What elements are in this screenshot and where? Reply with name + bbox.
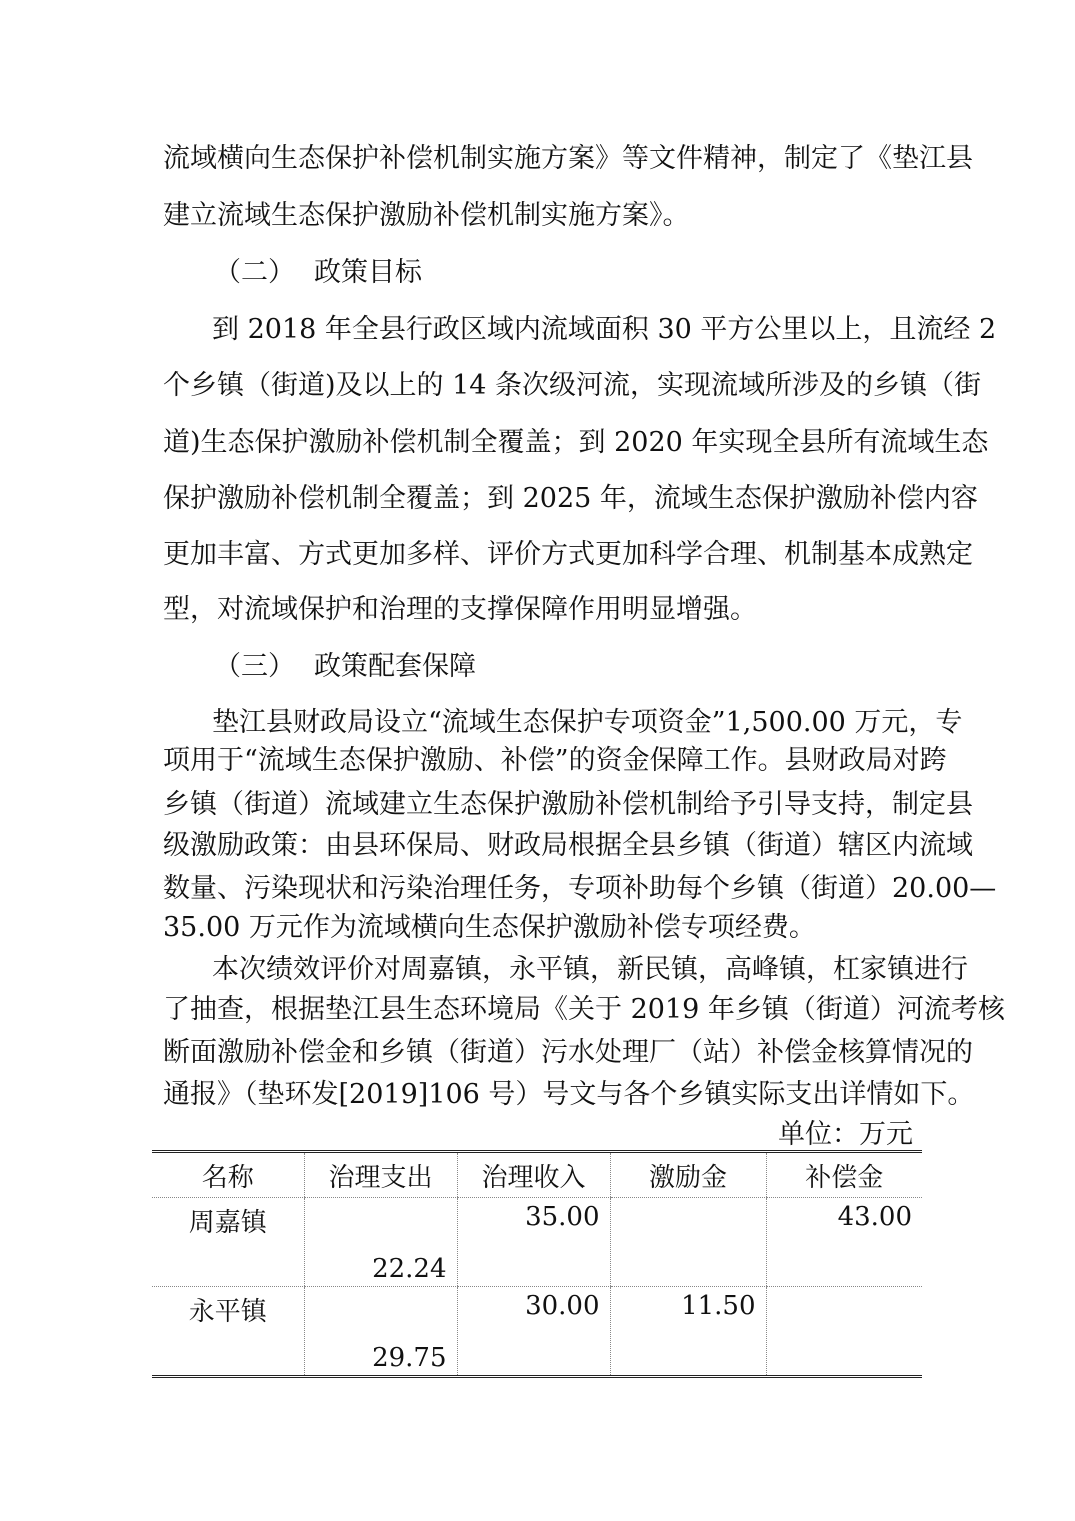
paragraph-line: 了抽查，根据垫江县生态环境局《关于 2019 年乡镇（街道）河流考核 — [163, 994, 1005, 1025]
paragraph-line: 更加丰富、方式更加多样、评价方式更加科学合理、机制基本成熟定 — [163, 539, 973, 570]
column-header: 名称 — [152, 1152, 304, 1198]
income-cell: 35.00 — [457, 1198, 610, 1287]
column-header: 治理支出 — [304, 1152, 457, 1198]
table-header-row — [152, 1152, 922, 1198]
paragraph-line: 建立流域生态保护激励补偿机制实施方案》。 — [163, 200, 690, 231]
section-number: （二） — [214, 257, 295, 288]
column-header: 治理收入 — [457, 1152, 610, 1198]
table-row — [152, 1287, 922, 1377]
expense-table — [152, 1150, 922, 1378]
paragraph-line: 个乡镇（街道)及以上的 14 条次级河流，实现流域所涉及的乡镇（街 — [163, 370, 982, 401]
paragraph-line: 保护激励补偿机制全覆盖；到 2025 年，流域生态保护激励补偿内容 — [163, 483, 978, 514]
expense-cell: 29.75 — [304, 1287, 457, 1377]
town-name-cell: 永平镇 — [188, 1297, 267, 1327]
paragraph-line: 到 2018 年全县行政区域内流域面积 30 平方公里以上，且流经 2 — [212, 314, 997, 345]
paragraph-line: 道)生态保护激励补偿机制全覆盖；到 2020 年实现全县所有流域生态 — [163, 427, 989, 458]
town-name-cell: 周嘉镇 — [152, 1198, 304, 1287]
incentive-cell — [610, 1198, 766, 1287]
section-number: （三） — [214, 651, 295, 682]
compensation-cell — [766, 1287, 922, 1377]
section-heading: 政策配套保障 — [314, 651, 476, 682]
section-heading: 政策目标 — [314, 257, 422, 288]
paragraph-line: 型，对流域保护和治理的支撑保障作用明显增强。 — [163, 594, 757, 625]
expense-cell: 22.24 — [304, 1198, 457, 1287]
compensation-cell: 43.00 — [766, 1198, 922, 1287]
incentive-cell: 11.50 — [610, 1287, 766, 1377]
paragraph-line: 数量、污染现状和污染治理任务，专项补助每个乡镇（街道）20.00— — [163, 873, 997, 904]
paragraph-line: 乡镇（街道）流域建立生态保护激励补偿机制给予引导支持，制定县 — [163, 789, 973, 820]
income-cell: 30.00 — [457, 1287, 610, 1377]
paragraph-line: 级激励政策：由县环保局、财政局根据全县乡镇（街道）辖区内流域 — [163, 830, 973, 861]
paragraph-line: 项用于“流域生态保护激励、补偿”的资金保障工作。县财政局对跨 — [163, 745, 947, 776]
paragraph-line: 通报》（垫环发[2019]106 号）号文与各个乡镇实际支出详情如下。 — [163, 1079, 975, 1110]
paragraph-line: 35.00 万元作为流域横向生态保护激励补偿专项经费。 — [163, 912, 816, 943]
paragraph-line: 断面激励补偿金和乡镇（街道）污水处理厂（站）补偿金核算情况的 — [163, 1037, 973, 1068]
paragraph-line: 本次绩效评价对周嘉镇，永平镇，新民镇，高峰镇，杠家镇进行 — [212, 954, 968, 985]
table-row — [152, 1198, 922, 1287]
column-header: 补偿金 — [766, 1152, 922, 1198]
unit-label: 单位：万元 — [778, 1119, 913, 1150]
paragraph-line: 流域横向生态保护补偿机制实施方案》等文件精神，制定了《垫江县 — [163, 143, 973, 174]
column-header: 激励金 — [610, 1152, 766, 1198]
paragraph-line: 垫江县财政局设立“流域生态保护专项资金”1,500.00 万元，专 — [212, 707, 963, 738]
